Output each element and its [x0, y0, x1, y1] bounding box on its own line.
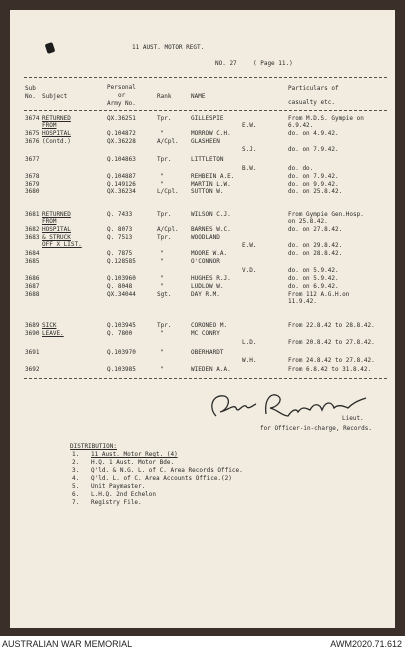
row-number: Q.103960 [107, 275, 136, 282]
row-rank: Tpr. [157, 115, 172, 122]
row-details: 6.9.42. [288, 122, 314, 129]
row-rank: Tpr. [157, 156, 172, 163]
row-name: REHBEIN A.E. [191, 173, 235, 180]
table-rule-bottom [24, 378, 387, 379]
row-details: on 25.8.42. [288, 218, 328, 225]
document-page [10, 10, 395, 628]
row-name: CORONEO M. [191, 322, 228, 329]
row-name: MC CONRY [191, 330, 220, 337]
row-rank: " [160, 250, 164, 257]
row-name: DAY R.M. [191, 291, 220, 298]
row-number: Q.149126 [107, 181, 136, 188]
distribution-item: 11 Aust. Motor Regt. (4) [91, 451, 178, 458]
row-name: WILSON C.J. [191, 211, 231, 218]
row-sub: 3680 [25, 188, 40, 195]
row-details: do. on 5.9.42. [288, 267, 339, 274]
row-subject: HOSPITAL [42, 130, 71, 137]
distribution-item: Registry File. [91, 499, 142, 506]
row-number: Q.104863 [107, 156, 136, 163]
distribution-number: 3. [72, 467, 80, 474]
row-sub: 3675 [25, 130, 40, 137]
row-name: GLASHEEN [191, 138, 220, 145]
row-rank: A/Cpl. [157, 138, 179, 145]
row-details: do. on 27.8.42. [288, 226, 343, 233]
row-details: 11.9.42. [288, 298, 317, 305]
distribution-number: 1. [72, 451, 80, 458]
distribution-item: H.Q. 1 Aust. Motor Bde. [91, 459, 175, 466]
row-details: do. on 4.9.42. [288, 130, 339, 137]
row-name: W.H. [242, 357, 257, 364]
distribution-item: Unit Paymaster. [91, 483, 146, 490]
header-no: No. [25, 93, 36, 100]
row-details: do. on 29.8.42. [288, 242, 343, 249]
header-rule-bottom [24, 110, 387, 111]
row-rank: A/Cpl. [157, 226, 179, 233]
row-details: do. on 7.9.42. [288, 173, 339, 180]
row-name: WOODLAND [191, 234, 220, 241]
row-sub: 3681 [25, 211, 40, 218]
header-army-no: Army No. [107, 100, 136, 107]
row-subject: & STRUCK [42, 234, 71, 241]
row-number: Q.104887 [107, 173, 136, 180]
row-sub: 3678 [25, 173, 40, 180]
row-name: S.J. [242, 146, 257, 153]
row-details: From 6.8.42 to 31.8.42. [288, 366, 372, 373]
row-details: do. on 5.9.42. [288, 275, 339, 282]
row-name: V.D. [242, 267, 257, 274]
header-sub: Sub [25, 85, 36, 92]
row-rank: L/Cpl. [157, 188, 179, 195]
row-name: LITTLETON [191, 156, 224, 163]
row-rank: Tpr. [157, 322, 172, 329]
header-or: or [118, 92, 126, 99]
header-rank: Rank [157, 93, 172, 100]
punch-hole [45, 42, 56, 54]
row-subject: (Contd.) [42, 138, 71, 145]
row-rank: " [160, 330, 164, 337]
row-number: QX.36228 [107, 138, 136, 145]
archive-footer [0, 636, 405, 653]
header-rule-top [24, 77, 387, 78]
unit-title: 11 AUST. MOTOR REGT. [132, 44, 205, 51]
header-particulars: Particulars of [288, 85, 339, 92]
distribution-item: Q'ld. & N.G. L. of C. Area Records Office. [91, 467, 243, 474]
row-sub: 3685 [25, 258, 40, 265]
row-rank: Tpr. [157, 234, 172, 241]
distribution-number: 4. [72, 475, 80, 482]
row-name: O'CONNOR [191, 258, 220, 265]
row-name: OBERHARDT [191, 349, 224, 356]
row-subject: FROM [42, 122, 57, 129]
row-sub: 3682 [25, 226, 40, 233]
row-sub: 3690 [25, 330, 40, 337]
row-number: Q. 7433 [107, 211, 133, 218]
row-details: From 22.8.42 to 28.8.42. [288, 322, 375, 329]
distribution-number: 6. [72, 491, 80, 498]
page-label: ( Page 11.) [253, 60, 293, 67]
distribution-item: Q'ld. L. of C. Area Accounts Office.(2) [91, 475, 232, 482]
row-rank: " [160, 181, 164, 188]
distribution-number: 7. [72, 499, 80, 506]
row-subject: LEAVE. [42, 330, 64, 337]
row-sub: 3684 [25, 250, 40, 257]
row-number: Q. 7513 [107, 234, 133, 241]
page-number: NO. 27 [215, 60, 237, 67]
row-subject: OFF X LIST. [42, 241, 82, 248]
distribution-title: DISTRIBUTION: [70, 443, 117, 450]
row-number: Q. 8048 [107, 283, 133, 290]
row-name: MORROW C.H. [191, 130, 231, 137]
distribution-number: 2. [72, 459, 80, 466]
header-subject: Subject [42, 93, 68, 100]
row-name: E.W. [242, 122, 257, 129]
row-rank: " [160, 275, 164, 282]
row-number: Q. 7875 [107, 250, 133, 257]
signatory-role: for Officer-in-charge, Records. [260, 425, 372, 432]
header-name: NAME [191, 93, 206, 100]
row-details: do. on 9.9.42. [288, 181, 339, 188]
row-number: Q. 8073 [107, 226, 133, 233]
row-sub: 3688 [25, 291, 40, 298]
row-name: E.W. [242, 242, 257, 249]
row-name: MARTIN L.W. [191, 181, 231, 188]
row-rank: Sgt. [157, 291, 172, 298]
row-details: From Gympie Gen.Hosp. [288, 211, 364, 218]
row-number: Q.103985 [107, 366, 136, 373]
row-sub: 3687 [25, 283, 40, 290]
row-sub: 3686 [25, 275, 40, 282]
header-personal: Personal [107, 84, 136, 91]
footer-accession: AWM2020.71.612 [330, 639, 402, 649]
header-casualty: casualty etc. [288, 99, 335, 106]
row-subject: HOSPITAL [42, 226, 71, 233]
row-rank: Tpr. [157, 211, 172, 218]
row-sub: 3689 [25, 322, 40, 329]
row-sub: 3692 [25, 366, 40, 373]
row-sub: 3677 [25, 156, 40, 163]
row-rank: " [160, 366, 164, 373]
row-subject: SICK [42, 322, 57, 329]
row-name: LUDLOW W. [191, 283, 224, 290]
row-subject: FROM [42, 218, 57, 225]
distribution-number: 5. [72, 483, 80, 490]
row-name: BARNES W.C. [191, 226, 231, 233]
row-number: QX.36251 [107, 115, 136, 122]
footer-source: AUSTRALIAN WAR MEMORIAL [2, 639, 133, 649]
row-details: do. on 7.9.42. [288, 146, 339, 153]
row-rank: " [160, 349, 164, 356]
row-number: Q.104872 [107, 130, 136, 137]
row-name: MOORE W.A. [191, 250, 228, 257]
row-details: From 20.8.42 to 27.8.42. [288, 339, 375, 346]
row-details: do. on 28.8.42. [288, 250, 343, 257]
row-sub: 3691 [25, 349, 40, 356]
row-sub: 3683 [25, 234, 40, 241]
signatory-rank: Lieut. [342, 415, 364, 422]
row-number: Q.103945 [107, 322, 136, 329]
row-number: QX.36234 [107, 188, 136, 195]
row-sub: 3676 [25, 138, 40, 145]
row-name: SUTTON W. [191, 188, 224, 195]
row-name: L.D. [242, 339, 257, 346]
row-name: GILLESPIE [191, 115, 224, 122]
row-details: do. do. [288, 165, 314, 172]
distribution-item: L.H.Q. 2nd Echelon [91, 491, 157, 498]
row-number: QX.34044 [107, 291, 136, 298]
row-number: Q.103970 [107, 349, 136, 356]
row-details: From 24.8.42 to 27.8.42. [288, 357, 375, 364]
row-name: HUGHES R.J. [191, 275, 231, 282]
row-rank: " [160, 173, 164, 180]
row-sub: 3674 [25, 115, 40, 122]
row-number: Q. 7800 [107, 330, 133, 337]
row-details: From 112 A.G.H.on [288, 291, 350, 298]
row-name: B.W. [242, 165, 257, 172]
row-number: Q.128585 [107, 258, 136, 265]
row-subject: RETURNED [42, 115, 71, 122]
row-rank: " [160, 283, 164, 290]
row-details: do. on 6.9.42. [288, 283, 339, 290]
row-sub: 3679 [25, 181, 40, 188]
row-details: From M.D.S. Gympie on [288, 115, 364, 122]
row-subject: RETURNED [42, 211, 71, 218]
row-rank: " [160, 258, 164, 265]
row-rank: " [160, 130, 164, 137]
row-name: WIEDEN A.A. [191, 366, 231, 373]
row-details: do. on 25.8.42. [288, 188, 343, 195]
